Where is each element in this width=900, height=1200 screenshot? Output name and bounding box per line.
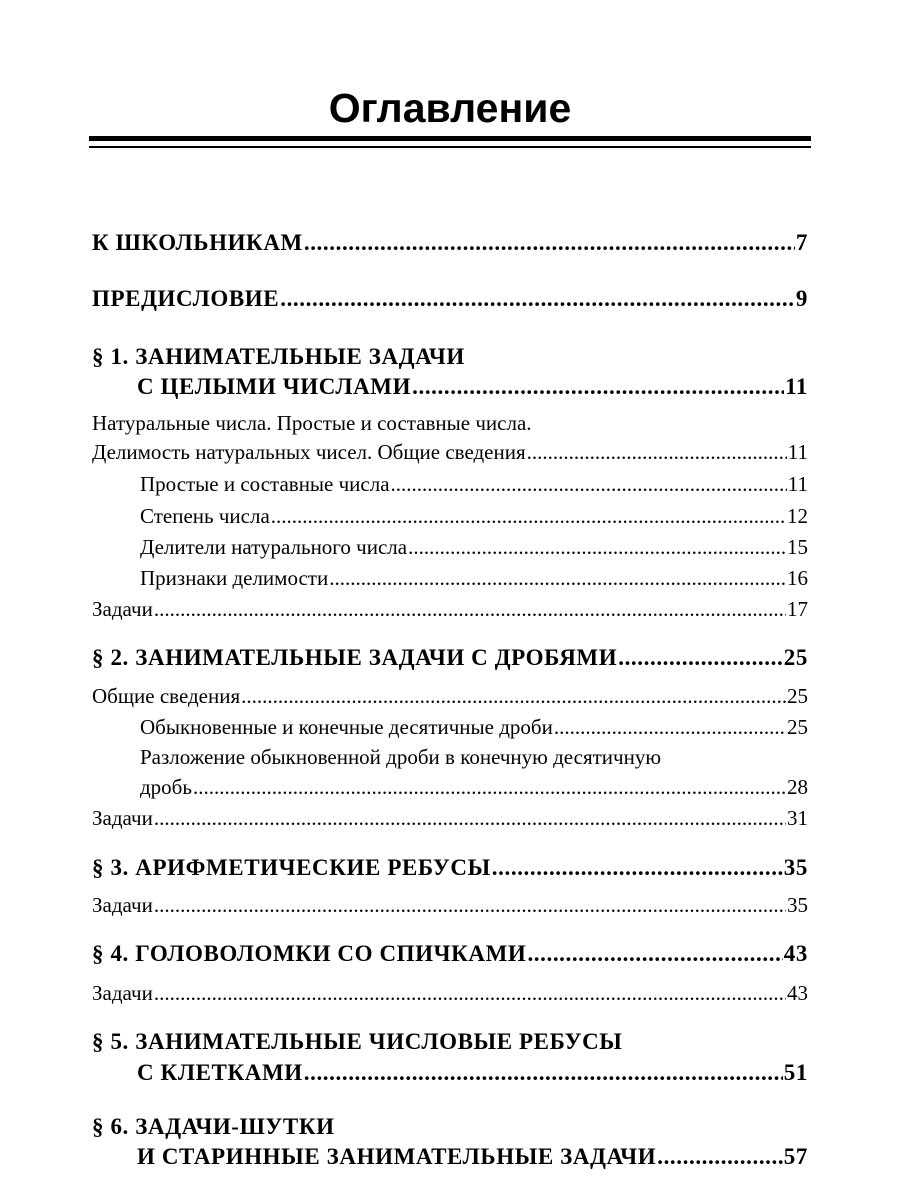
toc-subentry-problems[interactable] <box>92 981 808 1006</box>
toc-subentry-natural-numbers[interactable] <box>92 440 808 465</box>
toc-entry-preface[interactable] <box>92 286 808 312</box>
toc-page-number: 25 <box>787 684 808 708</box>
toc-subentry-prime-composite[interactable] <box>140 472 808 497</box>
toc-section-1-title-line1: § 1. ЗАНИМАТЕЛЬНЫЕ ЗАДАЧИ <box>92 344 465 369</box>
toc-section-4[interactable] <box>92 941 808 967</box>
dot-leader <box>154 981 786 1006</box>
toc-section-1[interactable] <box>137 374 808 400</box>
toc-entry-title: § 3. АРИФМЕТИЧЕСКИЕ РЕБУСЫ <box>92 855 491 880</box>
toc-entry-title: Задачи <box>92 981 153 1005</box>
dot-leader <box>304 1060 783 1086</box>
toc-entry-title: Признаки делимости <box>140 566 329 590</box>
toc-section-2[interactable] <box>92 645 808 671</box>
toc-page-number: 15 <box>787 535 808 559</box>
toc-entry-to-students[interactable] <box>92 230 808 256</box>
toc-page-number: 9 <box>795 286 808 311</box>
toc-entry-title: К ШКОЛЬНИКАМ <box>92 230 303 255</box>
toc-subentry-fraction-expansion[interactable] <box>140 775 808 800</box>
toc-entry-title: ПРЕДИСЛОВИЕ <box>92 286 280 311</box>
title-rule-thick <box>89 136 811 141</box>
dot-leader <box>412 374 784 400</box>
dot-leader <box>329 566 786 591</box>
toc-entry-title: Общие сведения <box>92 684 241 708</box>
toc-page-number: 28 <box>787 775 808 799</box>
toc-subentry-problems[interactable] <box>92 806 808 831</box>
dot-leader <box>241 684 786 709</box>
toc-entry-title: § 4. ГОЛОВОЛОМКИ СО СПИЧКАМИ <box>92 941 527 966</box>
toc-page-number: 43 <box>787 981 808 1005</box>
dot-leader <box>554 715 786 740</box>
toc-entry-title: С КЛЕТКАМИ <box>137 1060 303 1085</box>
toc-page-number: 16 <box>787 566 808 590</box>
toc-subentry-line1: Натуральные числа. Простые и составные числа. <box>92 411 532 435</box>
toc-subentry-fractions[interactable] <box>140 715 808 740</box>
toc-page-number: 7 <box>795 230 808 255</box>
toc-page-number: 31 <box>787 806 808 830</box>
toc-page-number: 11 <box>787 440 808 464</box>
dot-leader <box>304 230 795 256</box>
dot-leader <box>391 472 787 497</box>
toc-entry-title: дробь <box>140 775 192 799</box>
toc-entry-title: Задачи <box>92 893 153 917</box>
page-title: Оглавление <box>328 85 572 131</box>
dot-leader <box>193 775 786 800</box>
dot-leader <box>657 1144 783 1170</box>
toc-subentry-divisibility-signs[interactable] <box>140 566 808 591</box>
toc-subentry-problems[interactable] <box>92 893 808 918</box>
dot-leader <box>492 855 783 881</box>
toc-page-number: 35 <box>787 893 808 917</box>
toc-entry-title: Степень числа <box>140 504 270 528</box>
dot-leader <box>154 806 786 831</box>
dot-leader <box>154 893 786 918</box>
dot-leader <box>527 440 787 465</box>
toc-entry-title: Обыкновенные и конечные десятичные дроби <box>140 715 553 739</box>
toc-page-number: 25 <box>783 645 808 670</box>
toc-subentry-divisors[interactable] <box>140 535 808 560</box>
toc-page-number: 11 <box>785 374 808 399</box>
toc-entry-title: С ЦЕЛЫМИ ЧИСЛАМИ <box>137 374 412 399</box>
toc-subentry-line1: Разложение обыкновенной дроби в конечную десятичную <box>140 745 662 769</box>
toc-section-6[interactable] <box>137 1144 808 1170</box>
toc-entry-title: § 2. ЗАНИМАТЕЛЬНЫЕ ЗАДАЧИ С ДРОБЯМИ <box>92 645 618 670</box>
dot-leader <box>408 535 786 560</box>
toc-page-number: 35 <box>783 855 808 880</box>
toc-section-5[interactable] <box>137 1060 808 1086</box>
toc-page-number: 57 <box>783 1144 808 1169</box>
toc-subentry-power[interactable] <box>140 504 808 529</box>
toc-page-number: 51 <box>783 1060 808 1085</box>
toc-subentry-general-info[interactable] <box>92 684 808 709</box>
toc-entry-title: Задачи <box>92 806 153 830</box>
toc-page-number: 43 <box>783 941 808 966</box>
toc-page-number: 12 <box>787 504 808 528</box>
toc-subentry-problems[interactable] <box>92 597 808 622</box>
dot-leader <box>527 941 782 967</box>
dot-leader <box>280 286 795 312</box>
toc-section-5-title-line1: § 5. ЗАНИМАТЕЛЬНЫЕ ЧИСЛОВЫЕ РЕБУСЫ <box>92 1029 623 1054</box>
dot-leader <box>618 645 783 671</box>
toc-page-number: 17 <box>787 597 808 621</box>
toc-page-number: 25 <box>787 715 808 739</box>
dot-leader <box>271 504 786 529</box>
title-rule-thin <box>89 146 811 148</box>
dot-leader <box>154 597 786 622</box>
toc-section-3[interactable] <box>92 855 808 881</box>
toc-entry-title: Делимость натуральных чисел. Общие сведения <box>92 440 526 464</box>
toc-entry-title: И СТАРИННЫЕ ЗАНИМАТЕЛЬНЫЕ ЗАДАЧИ <box>137 1144 657 1169</box>
toc-section-6-title-line1: § 6. ЗАДАЧИ-ШУТКИ <box>92 1114 335 1139</box>
toc-page-number: 11 <box>787 472 808 496</box>
toc-entry-title: Простые и составные числа <box>140 472 390 496</box>
toc-entry-title: Задачи <box>92 597 153 621</box>
toc-entry-title: Делители натурального числа <box>140 535 408 559</box>
